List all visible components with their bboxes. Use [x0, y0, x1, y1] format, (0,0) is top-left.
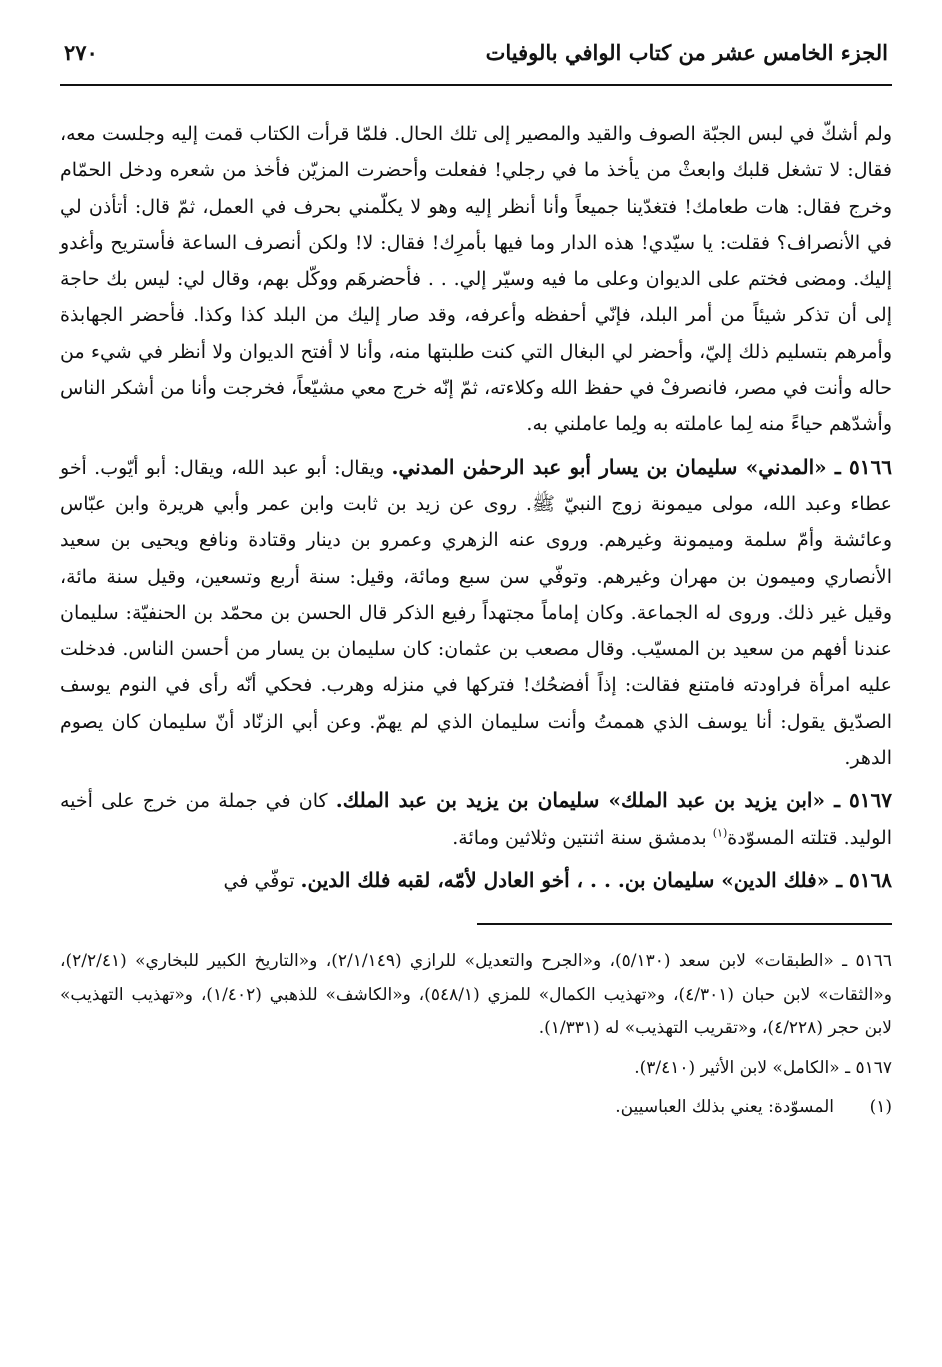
footnote-5166: ٥١٦٦ ـ «الطبقات» لابن سعد (٥/١٣٠)، و«الجرح والتعديل» للرازي (٢/١/١٤٩)، و«التاريخ الكبير للبخاري» (٢/٢/٤١)، و«الثقات» لابن حبان (٤/٣٠١)، و«تهذيب الكمال» للمزي (٥٤٨/١)، و«الكاشف» للذهبي (١/٤٠٢)، و«تهذيب التهذيب» لابن حجر (٤/٢٢٨)، و«تقريب التهذيب» له (١/٣٣١). — [60, 951, 893, 1039]
entry-5167-text: كان في جملة من خرج على أخيه الوليد. قتلته المسوّدة — [60, 790, 892, 849]
book-page — [60, 40, 892, 1340]
main-text — [60, 116, 892, 899]
running-title: الجزء الخامس عشر من كتاب الوافي بالوفيات — [485, 40, 888, 65]
entry-5167-heading: ٥١٦٧ ـ «ابن يزيد بن عبد الملك» سليمان بن يزيد بن عبد الملك. — [335, 788, 893, 813]
continuation-paragraph: ولم أشكّ في لبس الجبّة الصوف والقيد والمصير إلى تلك الحال. فلمّا قرأت الكتاب قمت إليه وجلست معه، فقال: لا تشغل قلبك وابعثْ من يأخذ ما في رجلي! ففعلت وأحضرت المزيّن فأخذ من شعره ودخل الحمّام وخرج فقال: هات طعامك! فتغدّينا جميعاً وأنا أنظر إليه وهو لا يكلّمني بحرف في العمل، ثمّ قال: أتأذن لي في الأنصراف؟ فقلت: يا سيّدي! هذه الدار وما فيها بأمرِك! فقال: لا! ولكن أنصرف الساعة فأستريح وأغدو إليك. ومضى فختم على الديوان وعلى ما فيه وسيّر إلي. . . فأحضرهَم ووكّل بهم، وقال لي: ليس بك حاجة إلى أن تذكر شيئاً من أمر البلد، فإنّي أحفظه وأعرفه، وقد صار إليك من البلد كذا وكذا. فأحضر الجهابذة وأمرهم بتسليم ذلك إليّ، وأحضر لي البغال التي كنت طلبتها منه، وأنا لا أفتح الديوان ولا أنظر في شيء من حاله وأنت في مصر، فانصرفْ في حفظ الله وكلاءته، ثمّ إنّه خرج معي مشيّعاً، فخرجت وأنا من أشكر الناس وأشدّهم حياءً منه لِما عاملته به ولِما عاملني به. — [60, 123, 892, 436]
entry-5168-heading: ٥١٦٨ ـ «فلك الدين» سليمان بن. . . ، أخو العادل لأمّه، لقبه فلك الدين. — [300, 867, 892, 892]
footnote-5167: ٥١٦٧ ـ «الكامل» لابن الأثير (٣/٤١٠). — [634, 1057, 892, 1078]
entry-5166-text: ويقال: أبو عبد الله، ويقال: أبو أيّوب. أخو عطاء وعبد الله، مولى ميمونة زوج النبيّ ﷺ. روى عن زيد بن ثابت وابن عمر وأبي هريرة وابن عبّاس وعائشة وأمّ سلمة وميمونة وغيرهم. وروى عنه الزهري وعمرو بن دينار وقتادة ونافع ويحيى بن سعيد الأنصاري وميمون بن مهران وغيرهم. وتوفّي سن سبع ومائة، وقيل: سنة أربع وتسعين، وقيل سنة مائة، وقيل غير ذلك. وروى له الجماعة. وكان إماماً مجتهداً رفيع الذكر قال الحسن بن محمّد بن الحنفيّة: سليمان عندنا أفهم من سعيد بن المسيّب. وقال مصعب بن عثمان: كان سليمان بن يسار من أحسن الناس. فدخلت عليه امرأة فراودته فامتنع فقالت: إذاً أفضحُك! فتركها في منزله وهرب. فحكي أنّه رأى في النوم يوسف الصدّيق يقول: أنا يوسف الذي هممتُ وأنت سليمان الذي لم يهمّ. وعن أبي الزنّاد أنّ سليمان كان يصوم الدهر. — [60, 456, 892, 770]
footnote-1 — [60, 1091, 892, 1125]
entry-5167-text-end: بدمشق سنة اثنتين وثلاثين ومائة. — [452, 826, 713, 849]
page-number: ٢٧٠ — [64, 40, 98, 65]
footnotes — [60, 945, 892, 1125]
entry-5168-text: توفّي في — [223, 869, 301, 892]
running-header — [60, 40, 892, 86]
footnote-1-mark: (١) — [869, 1097, 892, 1118]
footnote-1-text: المسوّدة: يعني بذلك العباسيين. — [615, 1097, 834, 1118]
footnote-separator — [477, 923, 892, 925]
footnote-ref-1[interactable]: (١) — [712, 826, 728, 840]
entry-5167 — [60, 782, 892, 856]
entry-5166-heading: ٥١٦٦ ـ «المدني» سليمان بن يسار أبو عبد الرحمٰن المدني. — [391, 454, 892, 479]
entry-5168 — [60, 862, 892, 899]
entry-5166 — [60, 449, 892, 777]
